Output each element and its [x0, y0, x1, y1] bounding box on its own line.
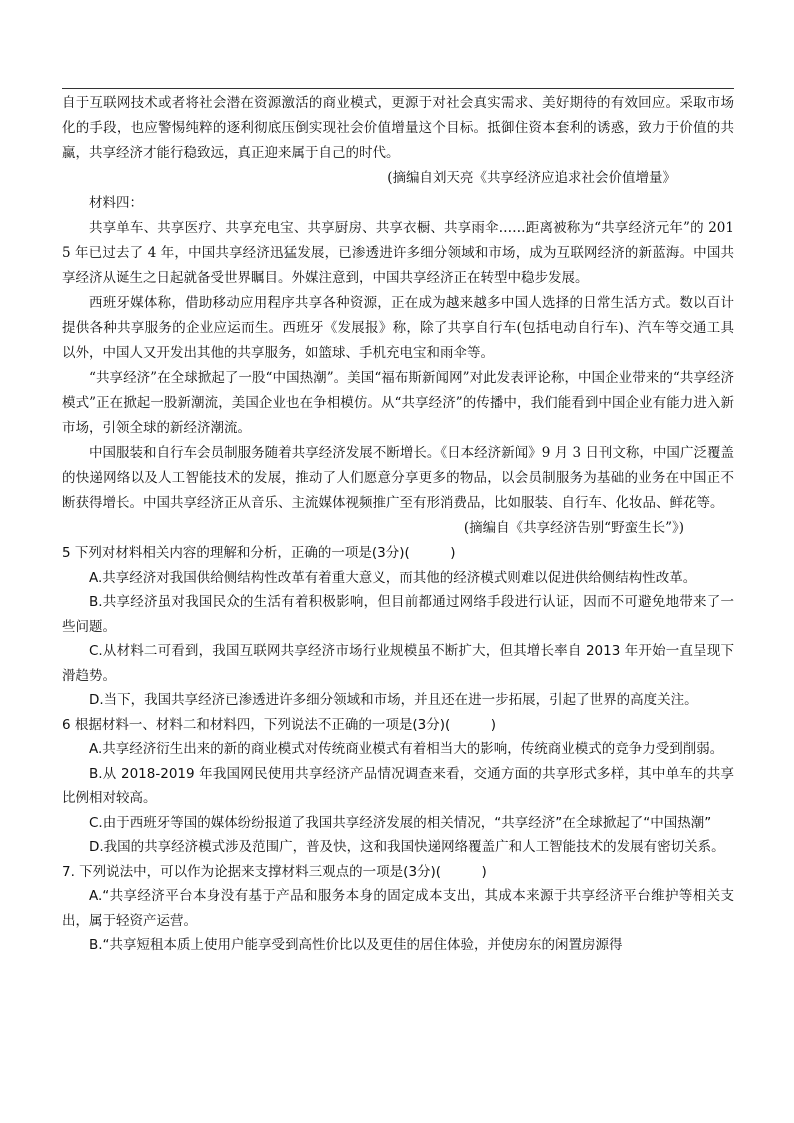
material-label: 材料四： — [89, 195, 143, 211]
answer-option: A.“共享经济平台本身没有基于产品和服务本身的固定成本支出，其成本来源于共享经济平台维护等相关支出，属于轻资产运营。 — [62, 888, 734, 929]
passage-paragraph: “共享经济”在全球掀起了一股“中国热潮”。美国“福布斯新闻网”对此发表评论称，中国企业带来的“共享经济模式”正在掀起一股新潮流，美国企业也在争相模仿。从“共享经济”的传播中，我们能看到中国企业有能力进入新市场，引领全球的新经济潮流。 — [62, 370, 734, 436]
question-stem: 5 下列对材料相关内容的理解和分析，正确的一项是(3分)( ) — [62, 545, 456, 561]
question-stem: 7. 下列说法中，可以作为论据来支撑材料三观点的一项是(3分)( ) — [62, 863, 487, 880]
passage-paragraph: 西班牙媒体称，借助移动应用程序共享各种资源，正在成为越来越多中国人选择的日常生活方式。数以百计提供各种共享服务的企业应运而生。西班牙《发展报》称，除了共享自行车(包括电动自行车)、汽车等交通工具以外，中国人又开发出其他的共享服务，如篮球、手机充电宝和雨伞等。 — [62, 295, 734, 361]
question-stem: 6 根据材料一、材料二和材料四，下列说法不正确的一项是(3分)( ) — [62, 716, 497, 733]
question-6 — [62, 713, 734, 860]
answer-option: B.从 2018-2019 年我国网民使用共享经济产品情况调查来看，交通方面的共享形式多样，其中单车的共享比例相对较高。 — [62, 765, 734, 806]
answer-option: A.共享经济对我国供给侧结构性改革有着重大意义，而其他的经济模式则难以促进供给侧结构性改革。 — [89, 569, 697, 586]
answer-option: D.我国的共享经济模式涉及范围广，普及快，这和我国快递网络覆盖广和人工智能技术的发展有密切关系。 — [89, 839, 725, 855]
answer-option: C.从材料二可看到，我国互联网共享经济市场行业规模虽不断扩大，但其增长率自 2013 年开始一直呈现下滑趋势。 — [62, 643, 734, 684]
header-rule — [62, 88, 734, 89]
question-7 — [62, 860, 734, 958]
reading-passage — [62, 91, 734, 958]
answer-option: C.由于西班牙等国的媒体纷纷报道了我国共享经济发展的相关情况，“共享经济”在全球掀起了“中国热潮” — [89, 814, 712, 831]
passage-paragraph: 中国服装和自行车会员制服务随着共享经济发展不断增长。《日本经济新闻》9 月 3 日刊文称，中国广泛覆盖的快递网络以及人工智能技术的发展，推动了人们愿意分享更多的物品，以会员制服务为基础的业务在中国正不断获得增长。中国共享经济正从音乐、主流媒体视频推广至有形消费品，比如服装、自行车、化妆品、鲜花等。 — [62, 445, 734, 511]
question-5 — [62, 541, 734, 713]
answer-option: D.当下，我国共享经济已渗透进许多细分领域和市场，并且还在进一步拓展，引起了世界的高度关注。 — [89, 692, 698, 708]
answer-option: A.共享经济衍生出来的新的商业模式对传统商业模式有着相当大的影响，传统商业模式的竞争力受到削弱。 — [89, 741, 724, 757]
source-citation: (摘编自《共享经济告别“野蛮生长”》) — [463, 520, 684, 536]
passage-paragraph: 共享单车、共享医疗、共享充电宝、共享厨房、共享衣橱、共享雨伞……距离被称为“共享经济元年”的 2015 年已过去了 4 年，中国共享经济迅猛发展，已渗透进许多细分领域和市场，成为互联网经济的新蓝海。中国共享经济从诞生之日起就备受世界瞩目。外媒注意到，中国共享经济正在转型中稳步发展。 — [62, 220, 734, 286]
passage-paragraph: 自于互联网技术或者将社会潜在资源激活的商业模式，更源于对社会真实需求、美好期待的有效回应。采取市场化的手段，也应警惕纯粹的逐利彻底压倒实现社会价值增量这个目标。抵御住资本套利的诱惑，致力于价值的共赢，共享经济才能行稳致远，真正迎来属于自己的时代。 — [62, 95, 734, 161]
answer-option: B.“共享短租本质上使用户能享受到高性价比以及更佳的居住体验，并使房东的闲置房源得 — [89, 937, 623, 953]
source-citation: (摘编自刘天亮《共享经济应追求社会价值增量》 — [387, 170, 676, 186]
answer-option: B.共享经济虽对我国民众的生活有着积极影响，但目前都通过网络手段进行认证，因而不可避免地带来了一些问题。 — [62, 594, 734, 635]
